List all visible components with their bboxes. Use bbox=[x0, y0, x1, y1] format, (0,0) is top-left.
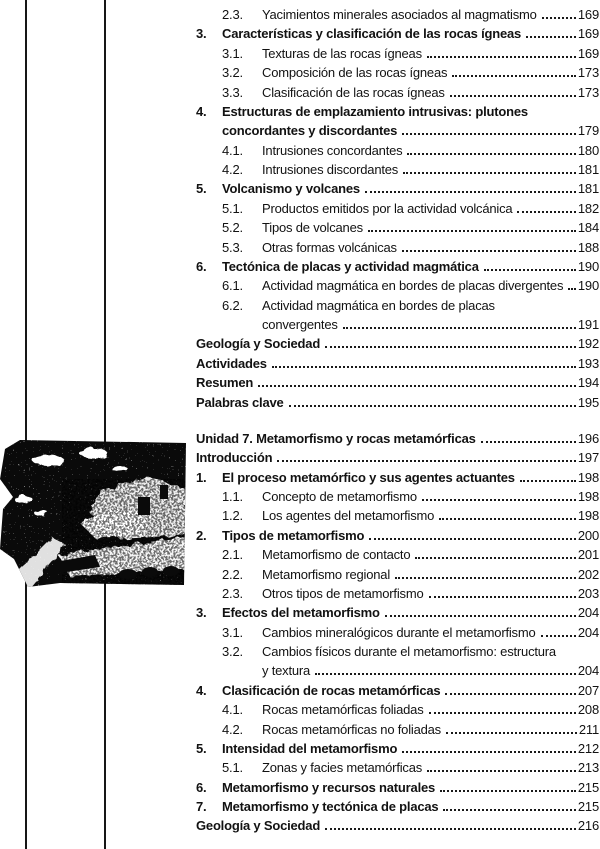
toc-leader-dots bbox=[315, 670, 576, 675]
toc-entry bbox=[196, 238, 599, 257]
toc-entry bbox=[196, 758, 599, 777]
toc-entry-number: 3.2. bbox=[222, 644, 243, 659]
toc-entry-label: concordantes y discordantes bbox=[222, 123, 398, 139]
toc-entry-label: Clasificación de las rocas ígneas bbox=[262, 84, 445, 100]
toc-entry bbox=[196, 354, 599, 373]
toc-leader-dots bbox=[325, 825, 576, 830]
toc-entry-number: 5.1. bbox=[222, 760, 243, 776]
toc-entry-label: Cambios mineralógicos durante el metamorfismo bbox=[262, 624, 536, 640]
toc-page-number: 169 bbox=[577, 45, 599, 61]
toc-leader-dots bbox=[484, 266, 576, 271]
toc-entry-label: Texturas de las rocas ígneas bbox=[262, 45, 422, 61]
toc-page-number: 215 bbox=[577, 779, 599, 795]
toc-entry-number: 1.2. bbox=[222, 508, 243, 524]
toc-leader-dots bbox=[542, 14, 576, 19]
toc-page-number: 212 bbox=[577, 740, 599, 756]
toc-page-number: 195 bbox=[577, 394, 599, 410]
toc-page-number: 182 bbox=[577, 200, 599, 216]
toc-page-number: 197 bbox=[577, 450, 599, 466]
toc-entry-number: 4. bbox=[196, 682, 207, 698]
toc-entry bbox=[196, 141, 599, 160]
section-gap bbox=[196, 412, 599, 429]
toc-entry bbox=[196, 199, 599, 218]
toc-page-number: 204 bbox=[577, 663, 599, 679]
toc-page-number: 203 bbox=[577, 585, 599, 601]
toc-entry-label: Rocas metamórficas foliadas bbox=[262, 702, 424, 718]
toc-entry bbox=[196, 506, 599, 525]
toc-leader-dots bbox=[415, 554, 576, 559]
toc-entry-number: 3.3. bbox=[222, 84, 243, 100]
toc-page-number: 211 bbox=[578, 721, 599, 737]
toc-entry-number: 2.1. bbox=[222, 547, 243, 563]
toc-entry-label: Intrusiones concordantes bbox=[262, 142, 403, 158]
toc-entry bbox=[196, 545, 599, 564]
toc-entry bbox=[196, 526, 599, 545]
toc-entry-label: Unidad 7. Metamorfismo y rocas metamórficas bbox=[196, 430, 476, 446]
toc-page-number: 192 bbox=[577, 336, 599, 352]
toc-entry-number: 2.3. bbox=[222, 7, 243, 22]
toc-page-number: 179 bbox=[577, 123, 599, 139]
toc-entry-number: 1.1. bbox=[222, 489, 243, 504]
toc-entry bbox=[196, 642, 599, 661]
toc-leader-dots bbox=[402, 130, 576, 135]
toc-page-number: 204 bbox=[577, 624, 599, 640]
toc-entry-label: Clasificación de rocas metamórficas bbox=[222, 682, 441, 698]
toc-page-number: 169 bbox=[577, 26, 599, 42]
toc-page-number: 181 bbox=[577, 162, 599, 177]
toc-entry-label: Tectónica de placas y actividad magmática bbox=[222, 258, 479, 274]
toc-entry bbox=[196, 661, 599, 680]
toc-leader-dots bbox=[517, 208, 575, 213]
toc-page-number: 200 bbox=[577, 527, 599, 543]
toc-leader-dots bbox=[427, 53, 576, 58]
toc-entry bbox=[196, 218, 599, 237]
toc-entry bbox=[196, 102, 599, 121]
toc-page-number: 207 bbox=[577, 682, 599, 698]
toc-leader-dots bbox=[443, 806, 575, 811]
toc-entry-number: 5.1. bbox=[222, 200, 243, 216]
toc-entry bbox=[196, 5, 599, 24]
toc-entry-label: Cambios físicos durante el metamorfismo: estructura bbox=[262, 644, 556, 659]
toc-entry-number: 7. bbox=[196, 799, 207, 814]
toc-leader-dots bbox=[403, 169, 576, 174]
toc-entry-label: Actividad magmática en bordes de placas divergentes bbox=[262, 278, 564, 294]
toc-entry-label: Intensidad del metamorfismo bbox=[222, 740, 398, 756]
toc-entry-number: 3. bbox=[196, 26, 207, 42]
toc-leader-dots bbox=[422, 496, 576, 501]
toc-leader-dots bbox=[429, 593, 576, 598]
toc-page-number: 169 bbox=[577, 7, 599, 22]
toc-leader-dots bbox=[272, 363, 576, 368]
toc-entry-label: Introducción bbox=[196, 450, 273, 466]
toc-entry-label: Palabras clave bbox=[196, 394, 284, 410]
toc-page-number: 202 bbox=[577, 566, 599, 582]
toc-entry bbox=[196, 373, 599, 392]
toc-page-number: 180 bbox=[577, 142, 599, 158]
toc-page-number: 173 bbox=[577, 84, 599, 100]
toc-page-number: 215 bbox=[577, 799, 599, 814]
toc-entry-number: 1. bbox=[196, 469, 207, 485]
toc-entry-label: Productos emitidos por la actividad volcánica bbox=[262, 200, 513, 216]
toc-entry-label: Actividades bbox=[196, 355, 267, 371]
toc-entry-label: Tipos de volcanes bbox=[262, 220, 363, 236]
toc-entry bbox=[196, 257, 599, 276]
toc-leader-dots bbox=[407, 150, 575, 155]
toc-entry-number: 5.2. bbox=[222, 220, 243, 236]
toc-page-number: 194 bbox=[577, 375, 599, 391]
toc-entry-number: 3.1. bbox=[222, 624, 243, 640]
toc-leader-dots bbox=[568, 285, 576, 290]
toc-entry-number: 2. bbox=[196, 527, 207, 543]
toc-leader-dots bbox=[402, 247, 576, 252]
toc-entry bbox=[196, 487, 599, 506]
toc-entry bbox=[196, 334, 599, 353]
toc-page-number: 208 bbox=[577, 702, 599, 718]
toc-entry-label: Metamorfismo y tectónica de placas bbox=[222, 799, 439, 814]
toc-entry-label: Otros tipos de metamorfismo bbox=[262, 585, 424, 601]
toc-leader-dots bbox=[445, 690, 575, 695]
toc-entry-label: Intrusiones discordantes bbox=[262, 162, 399, 177]
toc-page-number: 198 bbox=[577, 489, 599, 504]
toc-entry bbox=[196, 623, 599, 642]
toc-leader-dots bbox=[452, 72, 576, 77]
toc-page-number: 191 bbox=[577, 317, 599, 332]
toc-entry-number: 4.2. bbox=[222, 162, 243, 177]
toc-entry-label: Composición de las rocas ígneas bbox=[262, 65, 448, 81]
toc-entry-number: 5. bbox=[196, 181, 207, 197]
toc-entry bbox=[196, 468, 599, 487]
toc-entry-label: Tipos de metamorfismo bbox=[222, 527, 365, 543]
toc-entry-number: 4. bbox=[196, 103, 207, 119]
toc-entry bbox=[196, 448, 599, 467]
left-margin-rule-inner bbox=[104, 0, 106, 849]
toc-entry-number: 3. bbox=[196, 605, 207, 621]
toc-entry bbox=[196, 276, 599, 295]
toc-entry bbox=[196, 603, 599, 622]
toc-entry bbox=[196, 63, 599, 82]
toc-entry-number: 3.1. bbox=[222, 45, 243, 61]
rock-outcrop-photo bbox=[0, 437, 190, 588]
toc-entry-label: Metamorfismo de contacto bbox=[262, 547, 411, 563]
toc-entry-label: Concepto de metamorfismo bbox=[262, 489, 417, 504]
toc-page-number: 193 bbox=[577, 355, 599, 371]
toc-leader-dots bbox=[427, 767, 576, 772]
toc-entry-number: 5.3. bbox=[222, 239, 243, 255]
toc-entry-label: Características y clasificación de las rocas ígneas bbox=[222, 26, 522, 42]
toc-entry-label: Resumen bbox=[196, 375, 254, 391]
toc-leader-dots bbox=[439, 515, 576, 520]
toc-page-number: 216 bbox=[577, 818, 599, 834]
toc-entry bbox=[196, 179, 599, 198]
toc-entry-number: 2.3. bbox=[222, 585, 243, 601]
toc-leader-dots bbox=[369, 535, 576, 540]
toc-entry bbox=[196, 429, 599, 448]
toc-entry bbox=[196, 315, 599, 334]
toc-entry-number: 3.2. bbox=[222, 65, 243, 81]
toc-entry-label: Geología y Sociedad bbox=[196, 818, 321, 834]
toc-page-number: 201 bbox=[577, 547, 599, 563]
toc-leader-dots bbox=[277, 457, 576, 462]
toc-entry bbox=[196, 565, 599, 584]
toc-page-number: 204 bbox=[577, 605, 599, 621]
toc-page-number: 188 bbox=[577, 239, 599, 255]
toc-entry-label: Geología y Sociedad bbox=[196, 336, 321, 352]
toc-entry-label: Efectos del metamorfismo bbox=[222, 605, 380, 621]
toc-entry bbox=[196, 393, 599, 412]
toc-entry-label: Estructuras de emplazamiento intrusivas: plutones bbox=[222, 103, 528, 119]
toc-list bbox=[196, 5, 599, 836]
toc-leader-dots bbox=[395, 574, 576, 579]
toc-entry-label: Metamorfismo regional bbox=[262, 566, 391, 582]
toc-entry-number: 6. bbox=[196, 258, 207, 274]
toc-entry bbox=[196, 816, 599, 835]
toc-entry bbox=[196, 24, 599, 43]
toc-entry-number: 6.1. bbox=[222, 278, 243, 294]
toc-leader-dots bbox=[385, 612, 576, 617]
toc-entry-label: Zonas y facies metamórficas bbox=[262, 760, 423, 776]
toc-entry bbox=[196, 681, 599, 700]
rock-outcrop-photo-image bbox=[0, 437, 190, 588]
toc-entry-label: Otras formas volcánicas bbox=[262, 239, 397, 255]
toc-leader-dots bbox=[402, 748, 576, 753]
toc-leader-dots bbox=[481, 438, 576, 443]
toc-leader-dots bbox=[325, 343, 576, 348]
toc-page-number: 190 bbox=[577, 278, 599, 294]
toc-entry bbox=[196, 700, 599, 719]
toc-entry-number: 4.1. bbox=[222, 702, 243, 718]
toc-leader-dots bbox=[541, 632, 576, 637]
toc-leader-dots bbox=[450, 92, 576, 97]
toc-page-number: 198 bbox=[577, 508, 599, 524]
toc-page-number: 190 bbox=[577, 258, 599, 274]
toc-entry bbox=[196, 778, 599, 797]
toc-leader-dots bbox=[343, 324, 576, 329]
toc-entry-label: Volcanismo y volcanes bbox=[222, 181, 360, 197]
toc-page-number: 196 bbox=[577, 430, 599, 446]
toc-page-number: 213 bbox=[577, 760, 599, 776]
toc-entry-label: El proceso metamórfico y sus agentes actuantes bbox=[222, 469, 515, 485]
toc-entry bbox=[196, 296, 599, 315]
toc-entry-label: convergentes bbox=[262, 317, 338, 332]
toc-leader-dots bbox=[520, 477, 576, 482]
toc-leader-dots bbox=[289, 402, 576, 407]
toc-entry bbox=[196, 720, 599, 739]
toc-entry-label: Los agentes del metamorfismo bbox=[262, 508, 435, 524]
left-margin-rule-outer bbox=[25, 0, 27, 849]
toc-entry-label: y textura bbox=[262, 663, 311, 679]
toc-entry-number: 4.1. bbox=[222, 142, 243, 158]
toc-entry-number: 5. bbox=[196, 740, 207, 756]
toc-entry bbox=[196, 797, 599, 816]
toc-page-number: 181 bbox=[577, 181, 599, 197]
toc-leader-dots bbox=[365, 188, 576, 193]
toc-entry-label: Rocas metamórficas no foliadas bbox=[262, 721, 441, 737]
toc-leader-dots bbox=[368, 227, 576, 232]
toc-entry bbox=[196, 44, 599, 63]
toc-leader-dots bbox=[440, 787, 576, 792]
toc-entry-label: Actividad magmática en bordes de placas bbox=[262, 297, 495, 313]
toc-page-number: 198 bbox=[577, 469, 599, 485]
toc-entry bbox=[196, 584, 599, 603]
toc-entry-number: 2.2. bbox=[222, 566, 243, 582]
toc-entry bbox=[196, 739, 599, 758]
toc-leader-dots bbox=[429, 709, 576, 714]
toc-entry-number: 4.2. bbox=[222, 721, 243, 737]
toc-entry bbox=[196, 83, 599, 102]
toc-entry bbox=[196, 160, 599, 179]
toc-entry bbox=[196, 121, 599, 140]
toc-leader-dots bbox=[446, 729, 577, 734]
toc-leader-dots bbox=[258, 382, 576, 387]
toc-entry-number: 6.2. bbox=[222, 297, 243, 313]
toc-entry-label: Yacimientos minerales asociados al magmatismo bbox=[262, 7, 537, 22]
toc-leader-dots bbox=[526, 33, 576, 38]
toc-page-number: 173 bbox=[577, 65, 599, 81]
toc-entry-label: Metamorfismo y recursos naturales bbox=[222, 779, 436, 795]
toc-entry-number: 6. bbox=[196, 779, 207, 795]
toc-page-number: 184 bbox=[577, 220, 599, 236]
